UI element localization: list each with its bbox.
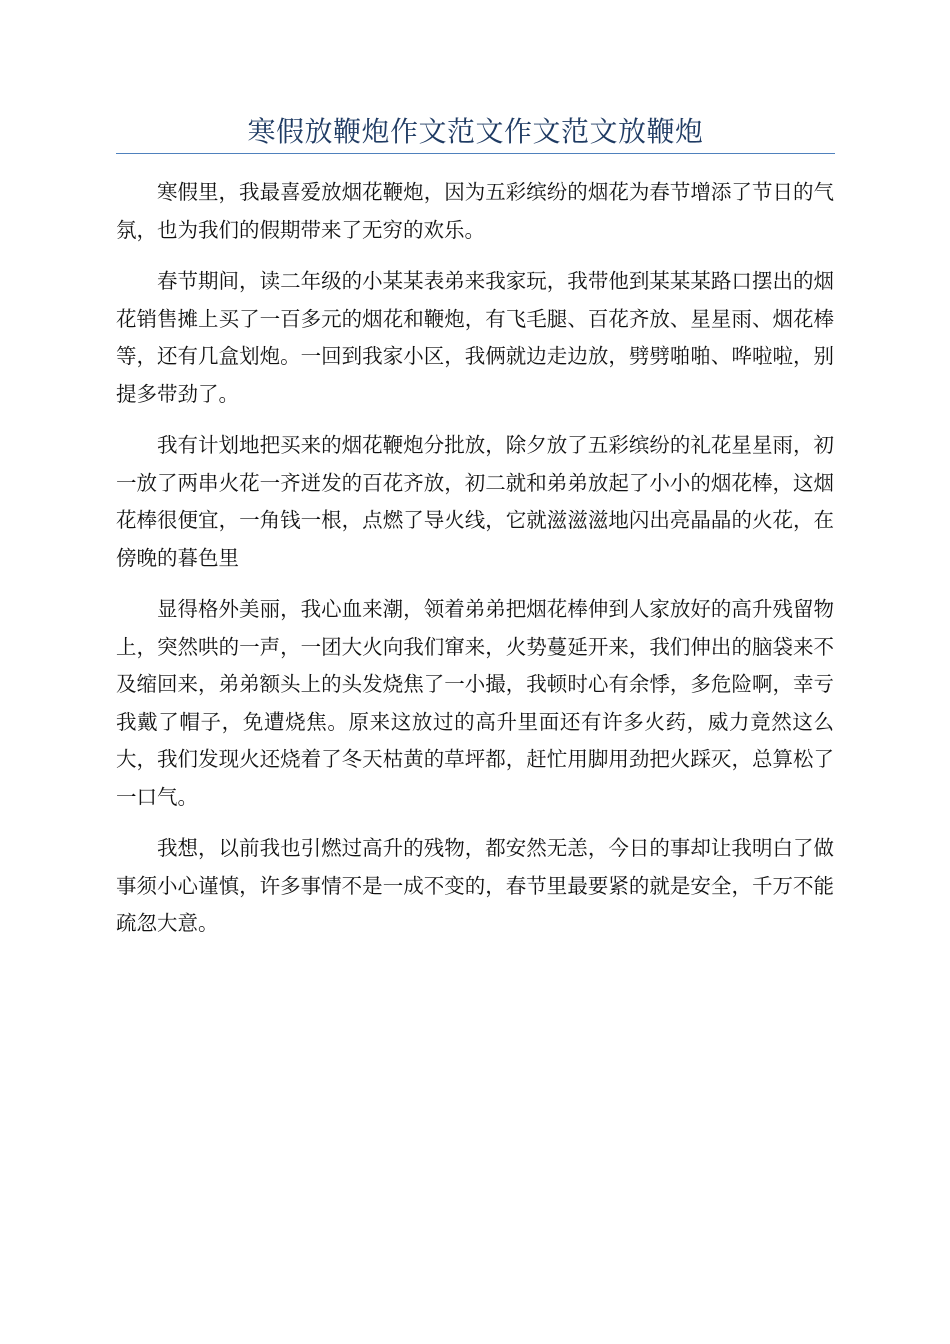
document-title: 寒假放鞭炮作文范文作文范文放鞭炮 <box>247 115 704 148</box>
title-underline <box>116 153 835 154</box>
document-body <box>116 174 834 957</box>
paragraph-2: 春节期间，读二年级的小某某表弟来我家玩，我带他到某某某路口摆出的烟花销售摊上买了一百多元的烟花和鞭炮，有飞毛腿、百花齐放、星星雨、烟花棒等，还有几盒划炮。一回到我家小区，我俩就边走边放，劈劈啪啪、哗啦啦，别提多带劲了。 <box>116 269 834 406</box>
paragraph-5: 我想，以前我也引燃过高升的残物，都安然无恙，今日的事却让我明白了做事须小心谨慎，许多事情不是一成不变的，春节里最要紧的就是安全，千万不能疏忽大意。 <box>116 836 834 935</box>
paragraph-1: 寒假里，我最喜爱放烟花鞭炮，因为五彩缤纷的烟花为春节增添了节日的气氛，也为我们的假期带来了无穷的欢乐。 <box>116 180 834 242</box>
paragraph-3: 我有计划地把买来的烟花鞭炮分批放，除夕放了五彩缤纷的礼花星星雨，初一放了两串火花一齐迸发的百花齐放，初二就和弟弟放起了小小的烟花棒，这烟花棒很便宜，一角钱一根，点燃了导火线，它就滋滋滋地闪出亮晶晶的火花，在傍晚的暮色里 <box>116 433 834 570</box>
paragraph-4: 显得格外美丽，我心血来潮，领着弟弟把烟花棒伸到人家放好的高升残留物上，突然哄的一声，一团大火向我们窜来，火势蔓延开来，我们伸出的脑袋来不及缩回来，弟弟额头上的头发烧焦了一小撮，我顿时心有余悸，多危险啊，幸亏我戴了帽子，免遭烧焦。原来这放过的高升里面还有许多火药，威力竟然这么大，我们发现火还烧着了冬天枯黄的草坪都，赶忙用脚用劲把火踩灭，总算松了一口气。 <box>116 597 834 809</box>
